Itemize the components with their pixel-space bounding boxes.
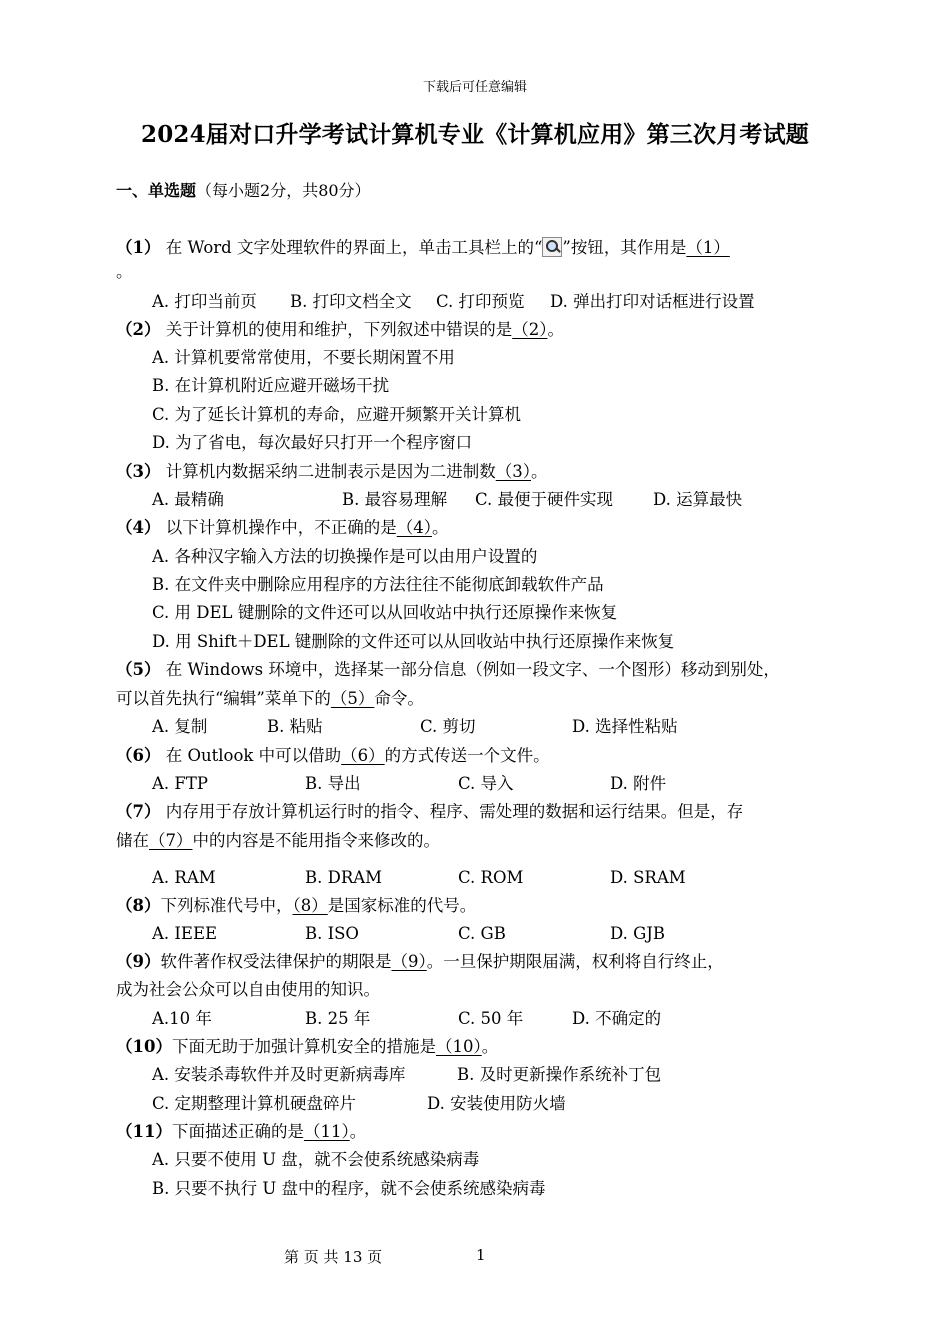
question-9 bbox=[116, 952, 724, 972]
option: C. 剪切 bbox=[420, 717, 476, 736]
option: B. 导出 bbox=[305, 774, 361, 793]
question-number: （9） bbox=[116, 952, 161, 971]
option: A. 复制 bbox=[152, 717, 208, 736]
question-9-continued: 成为社会公众可以自由使用的知识。 bbox=[116, 980, 380, 999]
option: C. ROM bbox=[458, 868, 524, 887]
question-text: 在 Outlook 中可以借助 bbox=[165, 746, 342, 765]
option: A. FTP bbox=[152, 774, 208, 793]
answer-blank: （10） bbox=[435, 1037, 482, 1056]
question-text: 关于计算机的使用和维护，下列叙述中错误的是 bbox=[165, 320, 513, 339]
option: D. 不确定的 bbox=[572, 1009, 662, 1028]
section-heading bbox=[116, 178, 371, 201]
question-11 bbox=[116, 1122, 366, 1142]
question-text: 可以首先执行“编辑”菜单下的 bbox=[116, 689, 331, 708]
question-text: 软件著作权受法律保护的期限是 bbox=[160, 952, 392, 971]
question-8 bbox=[116, 896, 476, 916]
page-title: 2024届对口升学考试计算机专业《计算机应用》第三次月考试题 bbox=[140, 121, 809, 148]
option: B. 及时更新操作系统补丁包 bbox=[457, 1065, 662, 1084]
option: B. DRAM bbox=[305, 868, 383, 887]
question-number: （4） bbox=[116, 518, 161, 537]
question-text: 储在 bbox=[116, 831, 149, 850]
question-2 bbox=[116, 320, 564, 340]
option: A. 各种汉字输入方法的切换操作是可以由用户设置的 bbox=[152, 547, 538, 566]
question-text: 。 bbox=[530, 462, 548, 481]
option: C. 最便于硬件实现 bbox=[475, 490, 614, 509]
option: A. 安装杀毒软件并及时更新病毒库 bbox=[152, 1065, 406, 1084]
option: B. 最容易理解 bbox=[342, 490, 448, 509]
print-preview-icon bbox=[542, 237, 562, 257]
question-text: 的方式传送一个文件。 bbox=[384, 746, 550, 765]
question-text: 。一旦保护期限届满，权利将自行终止， bbox=[426, 952, 724, 971]
question-6 bbox=[116, 746, 550, 766]
question-text: ”按钮，其作用是 bbox=[562, 238, 687, 257]
question-number: （8） bbox=[116, 896, 161, 915]
question-number: （3） bbox=[116, 462, 161, 481]
question-number: （1） bbox=[116, 238, 161, 257]
option: C. 50 年 bbox=[458, 1009, 524, 1028]
page-count: 第 页 共 13 页 bbox=[284, 1248, 383, 1266]
question-text: 内存用于存放计算机运行时的指令、程序、需处理的数据和运行结果。但是，存 bbox=[165, 802, 744, 821]
option: B. 粘贴 bbox=[267, 717, 323, 736]
question-number: （7） bbox=[116, 802, 161, 821]
question-text: 在 Word 文字处理软件的界面上，单击工具栏上的“ bbox=[165, 238, 543, 257]
answer-blank: （4） bbox=[396, 518, 432, 537]
answer-blank: （3） bbox=[495, 462, 531, 481]
question-text: 是国家标准的代号。 bbox=[327, 896, 477, 915]
option: D. 弹出打印对话框进行设置 bbox=[550, 292, 755, 311]
answer-blank: （2） bbox=[512, 320, 548, 339]
question-5 bbox=[116, 660, 780, 680]
option: A. IEEE bbox=[152, 924, 218, 943]
header-note: 下载后可任意编辑 bbox=[422, 80, 527, 95]
question-number: （11） bbox=[116, 1122, 172, 1141]
section-title: 一、单选题 bbox=[116, 181, 197, 200]
option: D. 选择性粘贴 bbox=[572, 717, 678, 736]
section-note: （每小题2分，共80分） bbox=[196, 181, 371, 200]
answer-blank: （7） bbox=[149, 831, 193, 850]
question-text: 命令。 bbox=[374, 689, 424, 708]
question-text: 计算机内数据采纳二进制表示是因为二进制数 bbox=[165, 462, 496, 481]
option: C. GB bbox=[458, 924, 506, 943]
answer-blank: （6） bbox=[341, 746, 385, 765]
question-tail: 。 bbox=[116, 262, 133, 281]
question-text: 中的内容是不能用指令来修改的。 bbox=[192, 831, 440, 850]
option: D. 运算最快 bbox=[653, 490, 743, 509]
option: C. 定期整理计算机硬盘碎片 bbox=[152, 1094, 357, 1113]
option: C. 为了延长计算机的寿命，应避开频繁开关计算机 bbox=[152, 405, 522, 424]
question-text: 以下计算机操作中，不正确的是 bbox=[165, 518, 397, 537]
question-7-continued bbox=[116, 831, 440, 851]
option: A. RAM bbox=[152, 868, 216, 887]
question-text: 。 bbox=[481, 1037, 499, 1056]
option: B. 在文件夹中删除应用程序的方法往往不能彻底卸载软件产品 bbox=[152, 575, 604, 594]
answer-blank: （5） bbox=[330, 689, 375, 708]
option: A. 最精确 bbox=[152, 490, 224, 509]
question-number: （2） bbox=[116, 320, 161, 339]
answer-blank: （8） bbox=[292, 896, 328, 915]
option: C. 导入 bbox=[458, 774, 514, 793]
question-text: 。 bbox=[547, 320, 564, 339]
option: B. 在计算机附近应避开磁场干扰 bbox=[152, 376, 390, 395]
answer-blank: （9） bbox=[391, 952, 427, 971]
question-7 bbox=[116, 802, 743, 822]
page-number: 1 bbox=[476, 1246, 486, 1264]
option: B. 只要不执行 U 盘中的程序，就不会使系统感染病毒 bbox=[152, 1179, 546, 1198]
option: D. 用 Shift＋DEL 键删除的文件还可以从回收站中执行还原操作来恢复 bbox=[152, 632, 675, 651]
option: D. 安装使用防火墙 bbox=[427, 1094, 566, 1113]
option: B. 打印文档全文 bbox=[290, 292, 412, 311]
question-text: 下列标准代号中， bbox=[160, 896, 293, 915]
option: D. 附件 bbox=[610, 774, 667, 793]
question-text: 。 bbox=[431, 518, 449, 537]
option: B. ISO bbox=[305, 924, 359, 943]
option: B. 25 年 bbox=[305, 1009, 371, 1028]
option: A. 只要不使用 U 盘，就不会使系统感染病毒 bbox=[152, 1150, 480, 1169]
option: D. SRAM bbox=[610, 868, 686, 887]
question-5-continued bbox=[116, 689, 424, 709]
question-text: 在 Windows 环境中，选择某一部分信息（例如一段文字、一个图形）移动到别处， bbox=[165, 660, 780, 679]
option: A. 计算机要常常使用，不要长期闲置不用 bbox=[152, 348, 455, 367]
answer-blank: （11） bbox=[303, 1122, 350, 1141]
option: A.10 年 bbox=[152, 1009, 212, 1028]
option: A. 打印当前页 bbox=[152, 292, 257, 311]
question-1 bbox=[116, 237, 730, 258]
option: D. 为了省电，每次最好只打开一个程序窗口 bbox=[152, 433, 473, 452]
answer-blank: （1） bbox=[686, 238, 730, 257]
question-number: （10） bbox=[116, 1037, 172, 1056]
option: D. GJB bbox=[610, 924, 666, 943]
question-number: （5） bbox=[116, 660, 161, 679]
question-text: 。 bbox=[349, 1122, 367, 1141]
question-number: （6） bbox=[116, 746, 161, 765]
question-4 bbox=[116, 518, 448, 538]
question-text: 下面无助于加强计算机安全的措施是 bbox=[171, 1037, 436, 1056]
question-3 bbox=[116, 462, 547, 482]
question-text: 下面描述正确的是 bbox=[171, 1122, 304, 1141]
question-10 bbox=[116, 1037, 498, 1057]
option: C. 打印预览 bbox=[436, 292, 525, 311]
option: C. 用 DEL 键删除的文件还可以从回收站中执行还原操作来恢复 bbox=[152, 603, 618, 622]
